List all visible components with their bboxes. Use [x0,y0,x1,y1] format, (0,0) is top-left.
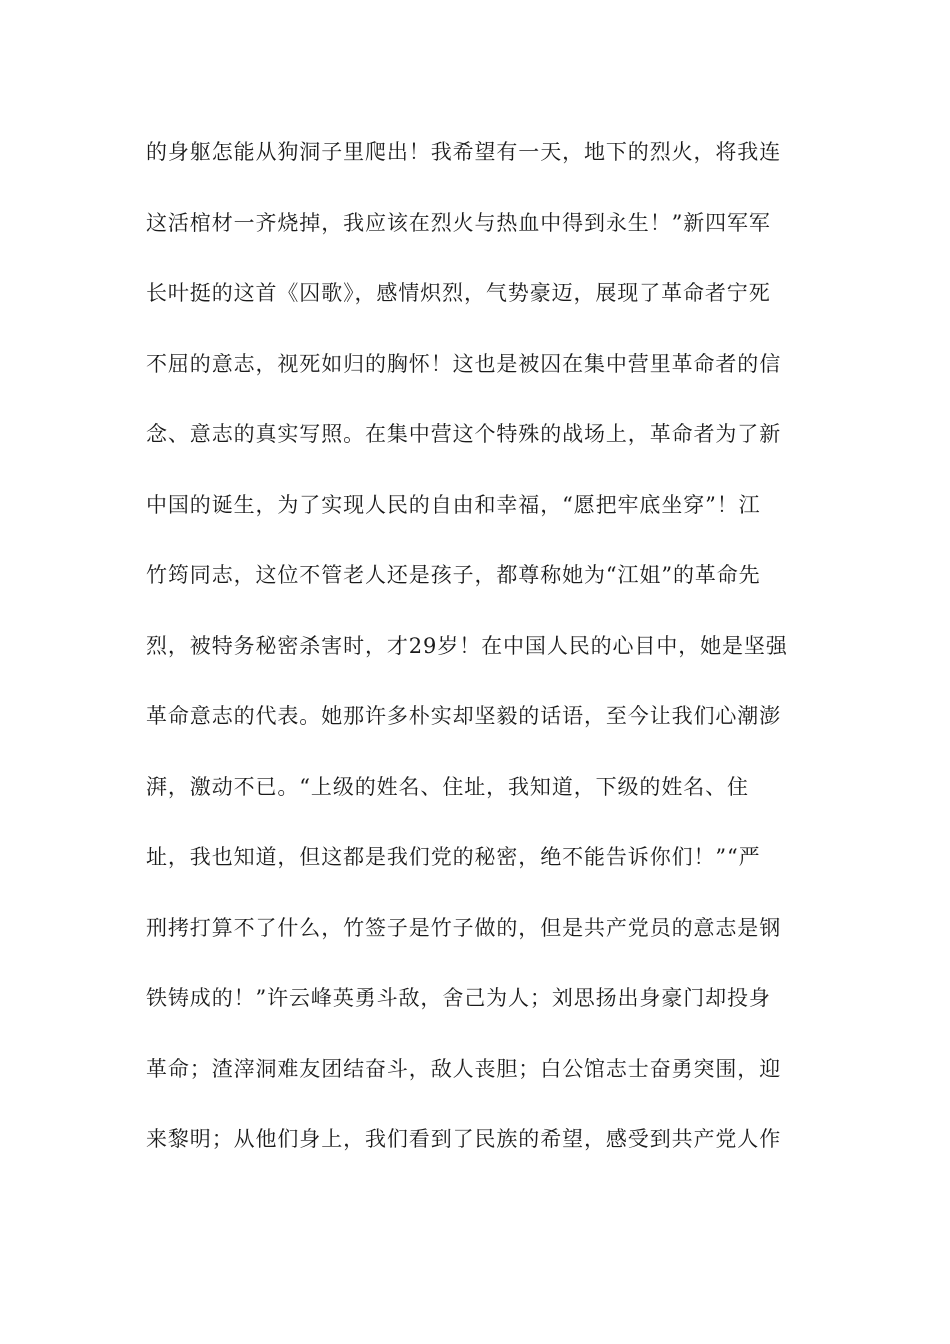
text-line-4: 不屈的意志，视死如归的胸怀！这也是被囚在集中营里革命者的信 [146,351,782,376]
text-line-14: 革命；渣滓洞难友团结奋斗，敌人丧胆；白公馆志士奋勇突围，迎 [146,1056,782,1081]
text-line-8: 烈，被特务秘密杀害时，才29岁！在中国人民的心目中，她是坚强 [146,633,788,658]
text-line-7: 竹筠同志，这位不管老人还是孩子，都尊称她为“江姐”的革命先 [146,563,761,587]
text-line-5: 念、意志的真实写照。在集中营这个特殊的战场上，革命者为了新 [146,422,782,446]
text-line-10: 湃，激动不已。“上级的姓名、住址，我知道，下级的姓名、住 [146,774,749,799]
text-line-6: 中国的诞生，为了实现人民的自由和幸福，“愿把牢底坐穿”！江 [146,492,761,517]
text-line-9: 革命意志的代表。她那许多朴实却坚毅的话语，至今让我们心潮澎 [146,704,782,728]
text-line-11: 址，我也知道，但这都是我们党的秘密，绝不能告诉你们！”“严 [146,845,761,869]
text-line-15: 来黎明；从他们身上，我们看到了民族的希望，感受到共产党人作 [146,1127,782,1151]
text-line-13: 铁铸成的！”许云峰英勇斗敌，舍己为人；刘思扬出身豪门却投身 [146,986,771,1010]
text-line-3: 长叶挺的这首《囚歌》，感情炽烈，气势豪迈，展现了革命者宁死 [146,281,771,305]
text-line-12: 刑拷打算不了什么，竹签子是竹子做的，但是共产党员的意志是钢 [146,915,782,940]
text-line-1: 的身躯怎能从狗洞子里爬出！我希望有一天，地下的烈火，将我连 [146,140,782,164]
text-line-2: 这活棺材一齐烧掉，我应该在烈火与热血中得到永生！”新四军军 [146,210,771,235]
